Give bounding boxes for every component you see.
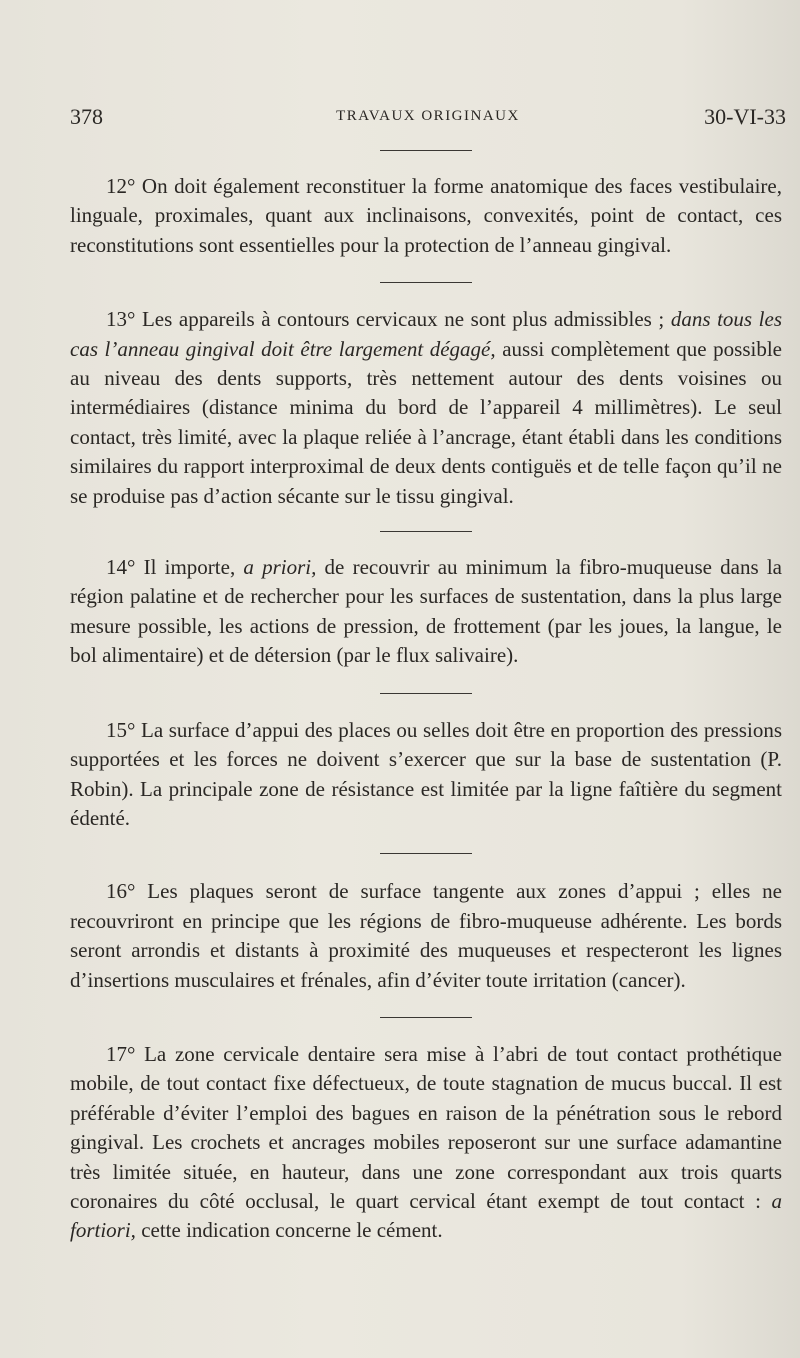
page-number: 378: [70, 104, 103, 129]
section-divider: [380, 282, 472, 283]
paragraph-16: 16° Les plaques seront de surface tangente aux zones d’appui ; elles ne recouvriront en principe que les régions de fibro-muqueuse adhérente. Les bords seront arrondis et distants à proximité des muqueuses et respecteront les lignes d’insertions musculaires et frénales, afin d’éviter toute irritation (cancer).: [70, 879, 782, 992]
paragraph-15: 15° La surface d’appui des places ou selles doit être en proportion des pressions supportées et les forces ne doivent s’exercer que sur la base de sustentation (P. Robin). La principale zone de résistance est limitée par la ligne faîtière du segment édenté.: [70, 717, 782, 830]
paragraph-12: 12° On doit également reconstituer la forme anatomique des faces vestibulaire, linguale, proximales, quant aux inclinaisons, convexités, point de contact, ces reconstitutions sont essentielles pour la protection de l’anneau gingival.: [70, 174, 782, 257]
paragraph-13-start: 13° Les appareils à contours cervicaux ne sont plus admissibles ;: [106, 307, 671, 332]
paragraph-17-end: cette indication concerne le cément.: [135, 1218, 443, 1243]
paragraph-17-start: 17° La zone cervicale dentaire sera mise à l’abri de tout contact prothétique mobile, de tout contact fixe défectueux, de toute stagnation de mucus buccal. Il est préférable d’éviter l’emploi des bagues en raison de la pénétration sous le rebord gingival. Les crochets et ancrages mobiles reposeront sur une surface adamantine très limitée située, en hauteur, dans une zone correspondant aux trois quarts coronaires du côté occlusal, le quart cervical étant exempt de tout contact :: [70, 1041, 782, 1213]
paragraph-14-end: de recouvrir au minimum la fibro-muqueuse dans la région palatine et de rechercher pour les surfaces de sustentation, dans la plus large mesure possible, les actions de pression, de frottement (par les joues, la langue, le bol alimentaire) et de détersion (par le flux salivaire).: [70, 555, 782, 668]
running-title: TRAVAUX ORIGINAUX: [336, 108, 520, 124]
section-divider: [380, 1017, 472, 1018]
section-divider: [380, 531, 472, 532]
section-divider: [380, 693, 472, 694]
page-body: [70, 150, 782, 1246]
paragraph-14: [70, 553, 782, 671]
header-date: 30-VI-33: [704, 104, 786, 129]
paragraph-14-emphasis: a priori,: [243, 555, 317, 580]
section-divider: [380, 150, 472, 151]
paragraph-13-end: aussi complètement que possible au niveau des dents supports, très nettement autour des dents voisines ou intermédiaires (distance minima du bord de l’appareil 4 millimètres). Le seul contact, très limité, avec la plaque reliée à l’ancrage, étant établi dans les conditions similaires du rapport interproximal de deux dents contiguës et de telle façon qu’il ne se produise pas d’action sécante sur le tissu gingival.: [70, 336, 782, 508]
paragraph-17-emphasis: a fortiori,: [70, 1188, 782, 1243]
page-header: [70, 104, 786, 134]
paragraph-14-start: 14° Il importe,: [106, 555, 244, 580]
paragraph-13-emphasis: dans tous les cas l’anneau gingival doit être largement dégagé,: [70, 307, 782, 361]
section-divider: [380, 853, 472, 854]
paragraph-17: [70, 1040, 782, 1246]
paragraph-13: [70, 305, 782, 511]
